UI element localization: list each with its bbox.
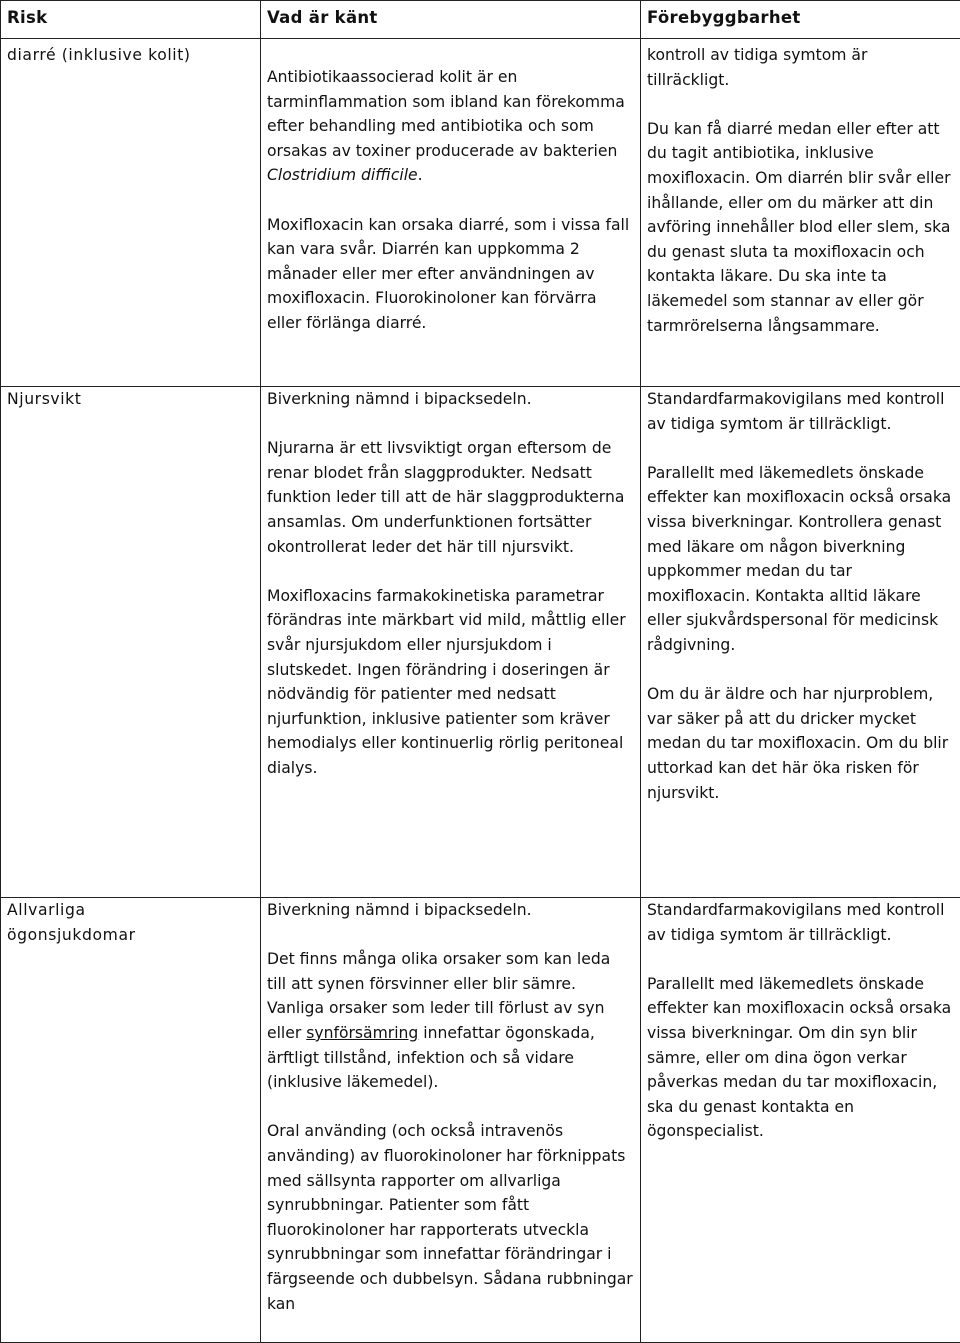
known-paragraph: Biverkning nämnd i bipacksedeln. [267, 390, 532, 408]
risk-label: Njursvikt [7, 390, 82, 408]
prevent-paragraph: Standardfarmakovigilans med kontroll av tidiga symtom är tillräckligt. [647, 901, 945, 944]
header-known: Vad är känt [261, 1, 641, 39]
known-paragraph: Moxifloxacins farmakokinetiska parametrar förändras inte märkbart vid mild, måttlig eller svår njursjukdom eller njursjukdom i slutskedet. Ingen förändring i doseringen är nödvändig för patienter med nedsatt njurfunktion, inklusive patienter som kräver hemodialys eller kontinuerlig rörlig peritoneal dialys. [267, 586, 626, 777]
known-paragraph: Oral använding (och också intravenös använding) av fluorokinoloner har förknippats med sällsynta rapporter om allvarliga synrubbningar. Patienter som fått fluorokinoloner har rapporterats utveckla synrubbningar som innefattar förändringar i färgseende och dubbelsyn. Sådana rubbningar kan [267, 1122, 633, 1313]
risk-cell [1, 898, 261, 1343]
known-cell [261, 387, 641, 898]
header-row [1, 1, 960, 39]
prevent-cell [641, 39, 960, 387]
known-paragraph: Biverkning nämnd i bipacksedeln. [267, 901, 532, 919]
table-row [1, 387, 960, 898]
known-text: Det finns många olika orsaker som kan leda till att synen försvinner eller blir sämre. Vanliga orsaker som leder till förlust av syn eller [267, 950, 611, 1042]
known-paragraph: Njurarna är ett livsviktigt organ eftersom de renar blodet från slaggprodukter. Nedsatt funktion leder till att de här slaggprodukterna ansamlas. Om underfunktionen fortsätter okontrollerat leder det här till njursvikt. [267, 439, 625, 556]
risk-label: Allvarliga ögonsjukdomar [7, 901, 136, 944]
risk-label: diarré (inklusive kolit) [7, 46, 191, 64]
table-row [1, 39, 960, 387]
known-text: innefattar ögonskada, ärftligt tillstånd, infektion och så vidare (inklusive läkemedel). [267, 1023, 595, 1092]
synforsamring-link[interactable]: synförsämring [306, 1023, 419, 1042]
header-risk: Risk [1, 1, 261, 39]
known-paragraph [267, 947, 634, 1095]
prevent-paragraph: Parallellt med läkemedlets önskade effekter kan moxifloxacin också orsaka vissa biverkningar. Om din syn blir sämre, eller om dina ögon verkar påverkas medan du tar moxifloxacin, ska du genast kontakta en ögonspecialist. [647, 974, 952, 1141]
bacteria-name: Clostridium difficile [267, 166, 418, 185]
risk-cell [1, 387, 261, 898]
prevent-paragraph: Standardfarmakovigilans med kontroll av tidiga symtom är tillräckligt. [647, 390, 945, 433]
risk-cell [1, 39, 261, 387]
known-paragraph [267, 65, 634, 188]
known-cell [261, 39, 641, 387]
prevent-paragraph: kontroll av tidiga symtom är tillräckligt. [647, 46, 868, 89]
prevent-paragraph: Parallellt med läkemedlets önskade effekter kan moxifloxacin också orsaka vissa biverkningar. Kontrollera genast med läkare om någon biverkning uppkommer medan du tar moxifloxacin. Kontakta alltid läkare eller sjukvårdspersonal för medicinsk rådgivning. [647, 463, 952, 654]
prevent-paragraph: Du kan få diarré medan eller efter att du tagit antibiotika, inklusive moxifloxacin. Om diarrén blir svår eller ihållande, eller om du märker att din avföring innehåller blod eller slem, ska du genast sluta ta moxifloxacin och kontakta läkare. Du ska inte ta läkemedel som stannar av eller gör tarmrörelserna långsammare. [647, 119, 951, 335]
prevent-paragraph: Om du är äldre och har njurproblem, var säker på att du dricker mycket medan du tar moxifloxacin. Om du blir uttorkad kan det här öka risken för njursvikt. [647, 685, 949, 802]
prevent-cell [641, 387, 960, 898]
known-paragraph: Moxifloxacin kan orsaka diarré, som i vissa fall kan vara svår. Diarrén kan uppkomma 2 månader eller mer efter användningen av moxifloxacin. Fluorokinoloner kan förvärra eller förlänga diarré. [267, 215, 630, 332]
known-text: Antibiotikaassocierad kolit är en tarminflammation som ibland kan förekomma efter behandling med antibiotika och som orsakas av toxiner producerade av bakterien [267, 68, 625, 160]
known-text: . [417, 166, 423, 185]
prevent-cell [641, 898, 960, 1343]
known-cell [261, 898, 641, 1343]
header-prevent: Förebyggbarhet [641, 1, 960, 39]
table-row [1, 898, 960, 1343]
